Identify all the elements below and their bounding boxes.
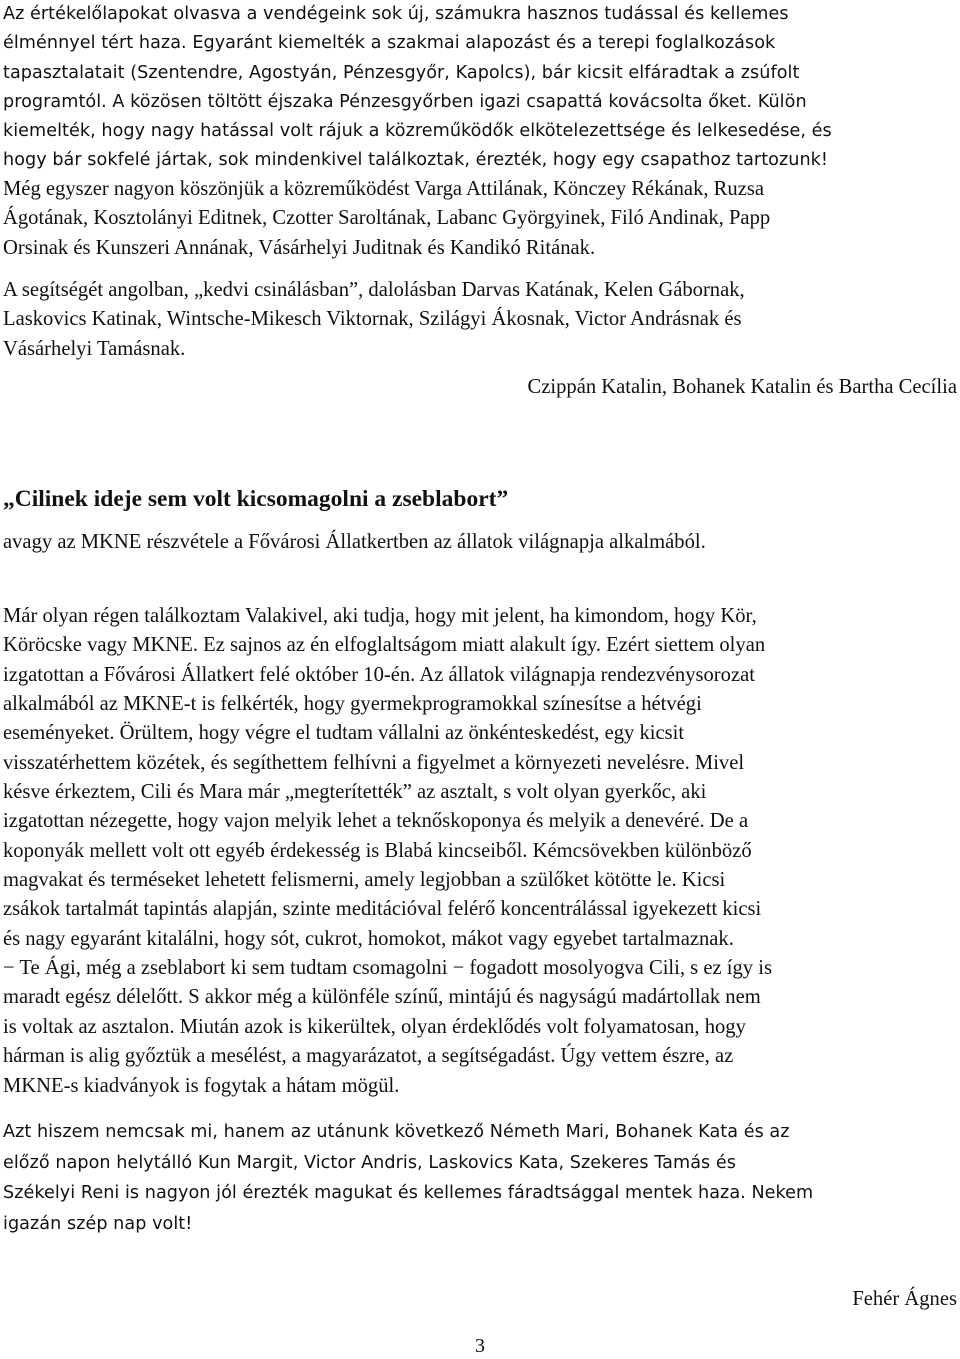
text-line: izgatottan a Fővárosi Állatkert felé október 10-én. Az állatok világnapja rendezvénysorozat xyxy=(3,663,755,686)
text-line: Már olyan régen találkoztam Valakivel, aki tudja, hogy mit jelent, ha kimondom, hogy Kör, xyxy=(3,605,757,627)
text-line: Azt hiszem nemcsak mi, hanem az utánunk következő Németh Mari, Bohanek Kata és az xyxy=(3,1122,790,1142)
paragraph-help xyxy=(3,276,958,364)
paragraph-zoo-story xyxy=(3,602,958,1101)
text-line: Ágotának, Kosztolányi Editnek, Czotter Saroltának, Labanc Györgyinek, Filó Andinak, Papp xyxy=(3,207,771,230)
paragraph-closing xyxy=(3,1117,958,1239)
text-line: Laskovics Katinak, Wintsche-Mikesch Viktornak, Szilágyi Ákosnak, Victor Andrásnak és xyxy=(3,308,742,331)
text-line: élménnyel tért haza. Egyaránt kiemelték a szakmai alapozást és a terepi foglalkozások xyxy=(3,33,776,54)
text-line: hárman is alig győztük a mesélést, a magyarázatot, a segítségadást. Úgy vettem észre, az xyxy=(3,1045,734,1068)
text-line: előző napon helytálló Kun Margit, Victor Andris, Laskovics Kata, Szekeres Tamás és xyxy=(3,1152,736,1173)
signature-authors: Czippán Katalin, Bohanek Katalin és Bartha Cecília xyxy=(527,376,957,398)
text-line: Székelyi Reni is nagyon jól érezték magukat és kellemes fáradtsággal mentek haza. Nekem xyxy=(3,1183,814,1203)
text-line: Még egyszer nagyon köszönjük a közreműködést Varga Attilának, Könczey Rékának, Ruzsa xyxy=(3,178,764,200)
signature-author: Fehér Ágnes xyxy=(852,1288,957,1310)
page-number: 3 xyxy=(475,1335,485,1357)
text-line: hogy bár sokfelé jártak, sok mindenkivel találkoztak, érezték, hogy egy csapathoz tartozunk! xyxy=(3,150,829,171)
text-line: koponyák mellett volt ott egyéb érdekesség is Blabá kincseiből. Kémcsövekben különböző xyxy=(3,839,752,862)
text-line: Köröcske vagy MKNE. Ez sajnos az én elfoglaltságom miatt alakult így. Ezért siettem olyan xyxy=(3,634,766,657)
paragraph-feedback xyxy=(3,0,958,176)
paragraph-thanks xyxy=(3,175,958,263)
text-line: MKNE-s kiadványok is fogytak a hátam mögül. xyxy=(3,1074,400,1097)
text-line: és nagy egyaránt kitalálni, hogy sót, cukrot, homokot, mákot vagy egyebet tartalmaznak. xyxy=(3,927,734,950)
text-line: programtól. A közösen töltött éjszaka Pénzesgyőrben igazi csapattá kovácsolta őket. Külön xyxy=(3,91,807,112)
text-line: tapasztalatait (Szentendre, Agostyán, Pénzesgyőr, Kapolcs), bár kicsit elfáradtak a zsúfolt xyxy=(3,62,800,83)
text-line: alkalmából az MKNE-t is felkérték, hogy gyermekprogramokkal színesítse a hétvégi xyxy=(3,693,702,716)
text-line: Orsinak és Kunszeri Annának, Vásárhelyi Juditnak és Kandikó Ritának. xyxy=(3,236,596,259)
text-line: igazán szép nap volt! xyxy=(3,1213,193,1234)
text-line: késve érkeztem, Cili és Mara már „megterítették” az asztalt, s volt olyan gyerkőc, aki xyxy=(3,781,707,804)
text-line: kiemelték, hogy nagy hatással volt rájuk a közreműködők elkötelezettsége és lelkesedése, és xyxy=(3,121,832,142)
text-line: − Te Ági, még a zseblabort ki sem tudtam csomagolni − fogadott mosolyogva Cili, s ez így is xyxy=(3,957,772,980)
text-line: A segítségét angolban, „kedvi csinálásban”, dalolásban Darvas Katának, Kelen Gábornak, xyxy=(3,279,745,301)
text-line: magvakat és terméseket lehetett felismerni, amely legjobban a szülőket kötötte le. Kicsi xyxy=(3,869,726,892)
text-line: Az értékelőlapokat olvasva a vendégeink sok új, számukra hasznos tudással és kellemes xyxy=(3,4,789,24)
text-line: zsákok tartalmát tapintás alapján, szinte meditációval felérő koncentrálással igyekezett kicsi xyxy=(3,898,762,921)
text-line: Vásárhelyi Tamásnak. xyxy=(3,337,186,360)
text-line: is voltak az asztalon. Miután azok is kikerültek, olyan érdeklődés volt folyamatosan, hogy xyxy=(3,1015,746,1038)
article-title: „Cilinek ideje sem volt kicsomagolni a zseblabort” xyxy=(3,486,509,512)
text-line: visszatérhettem közétek, és segíthettem felhívni a figyelmet a környezeti nevelésre. Mivel xyxy=(3,751,745,774)
text-line: eseményeket. Örültem, hogy végre el tudtam vállalni az önkénteskedést, egy kicsit xyxy=(3,722,685,745)
text-line: maradt egész délelőtt. S akkor még a különféle színű, mintájú és nagyságú madártollak nem xyxy=(3,986,761,1009)
article-subtitle: avagy az MKNE részvétele a Fővárosi Állatkertben az állatok világnapja alkalmából. xyxy=(3,531,706,553)
text-line: izgatottan nézegette, hogy vajon melyik lehet a teknőskoponya és melyik a denevéré. De a xyxy=(3,810,749,833)
